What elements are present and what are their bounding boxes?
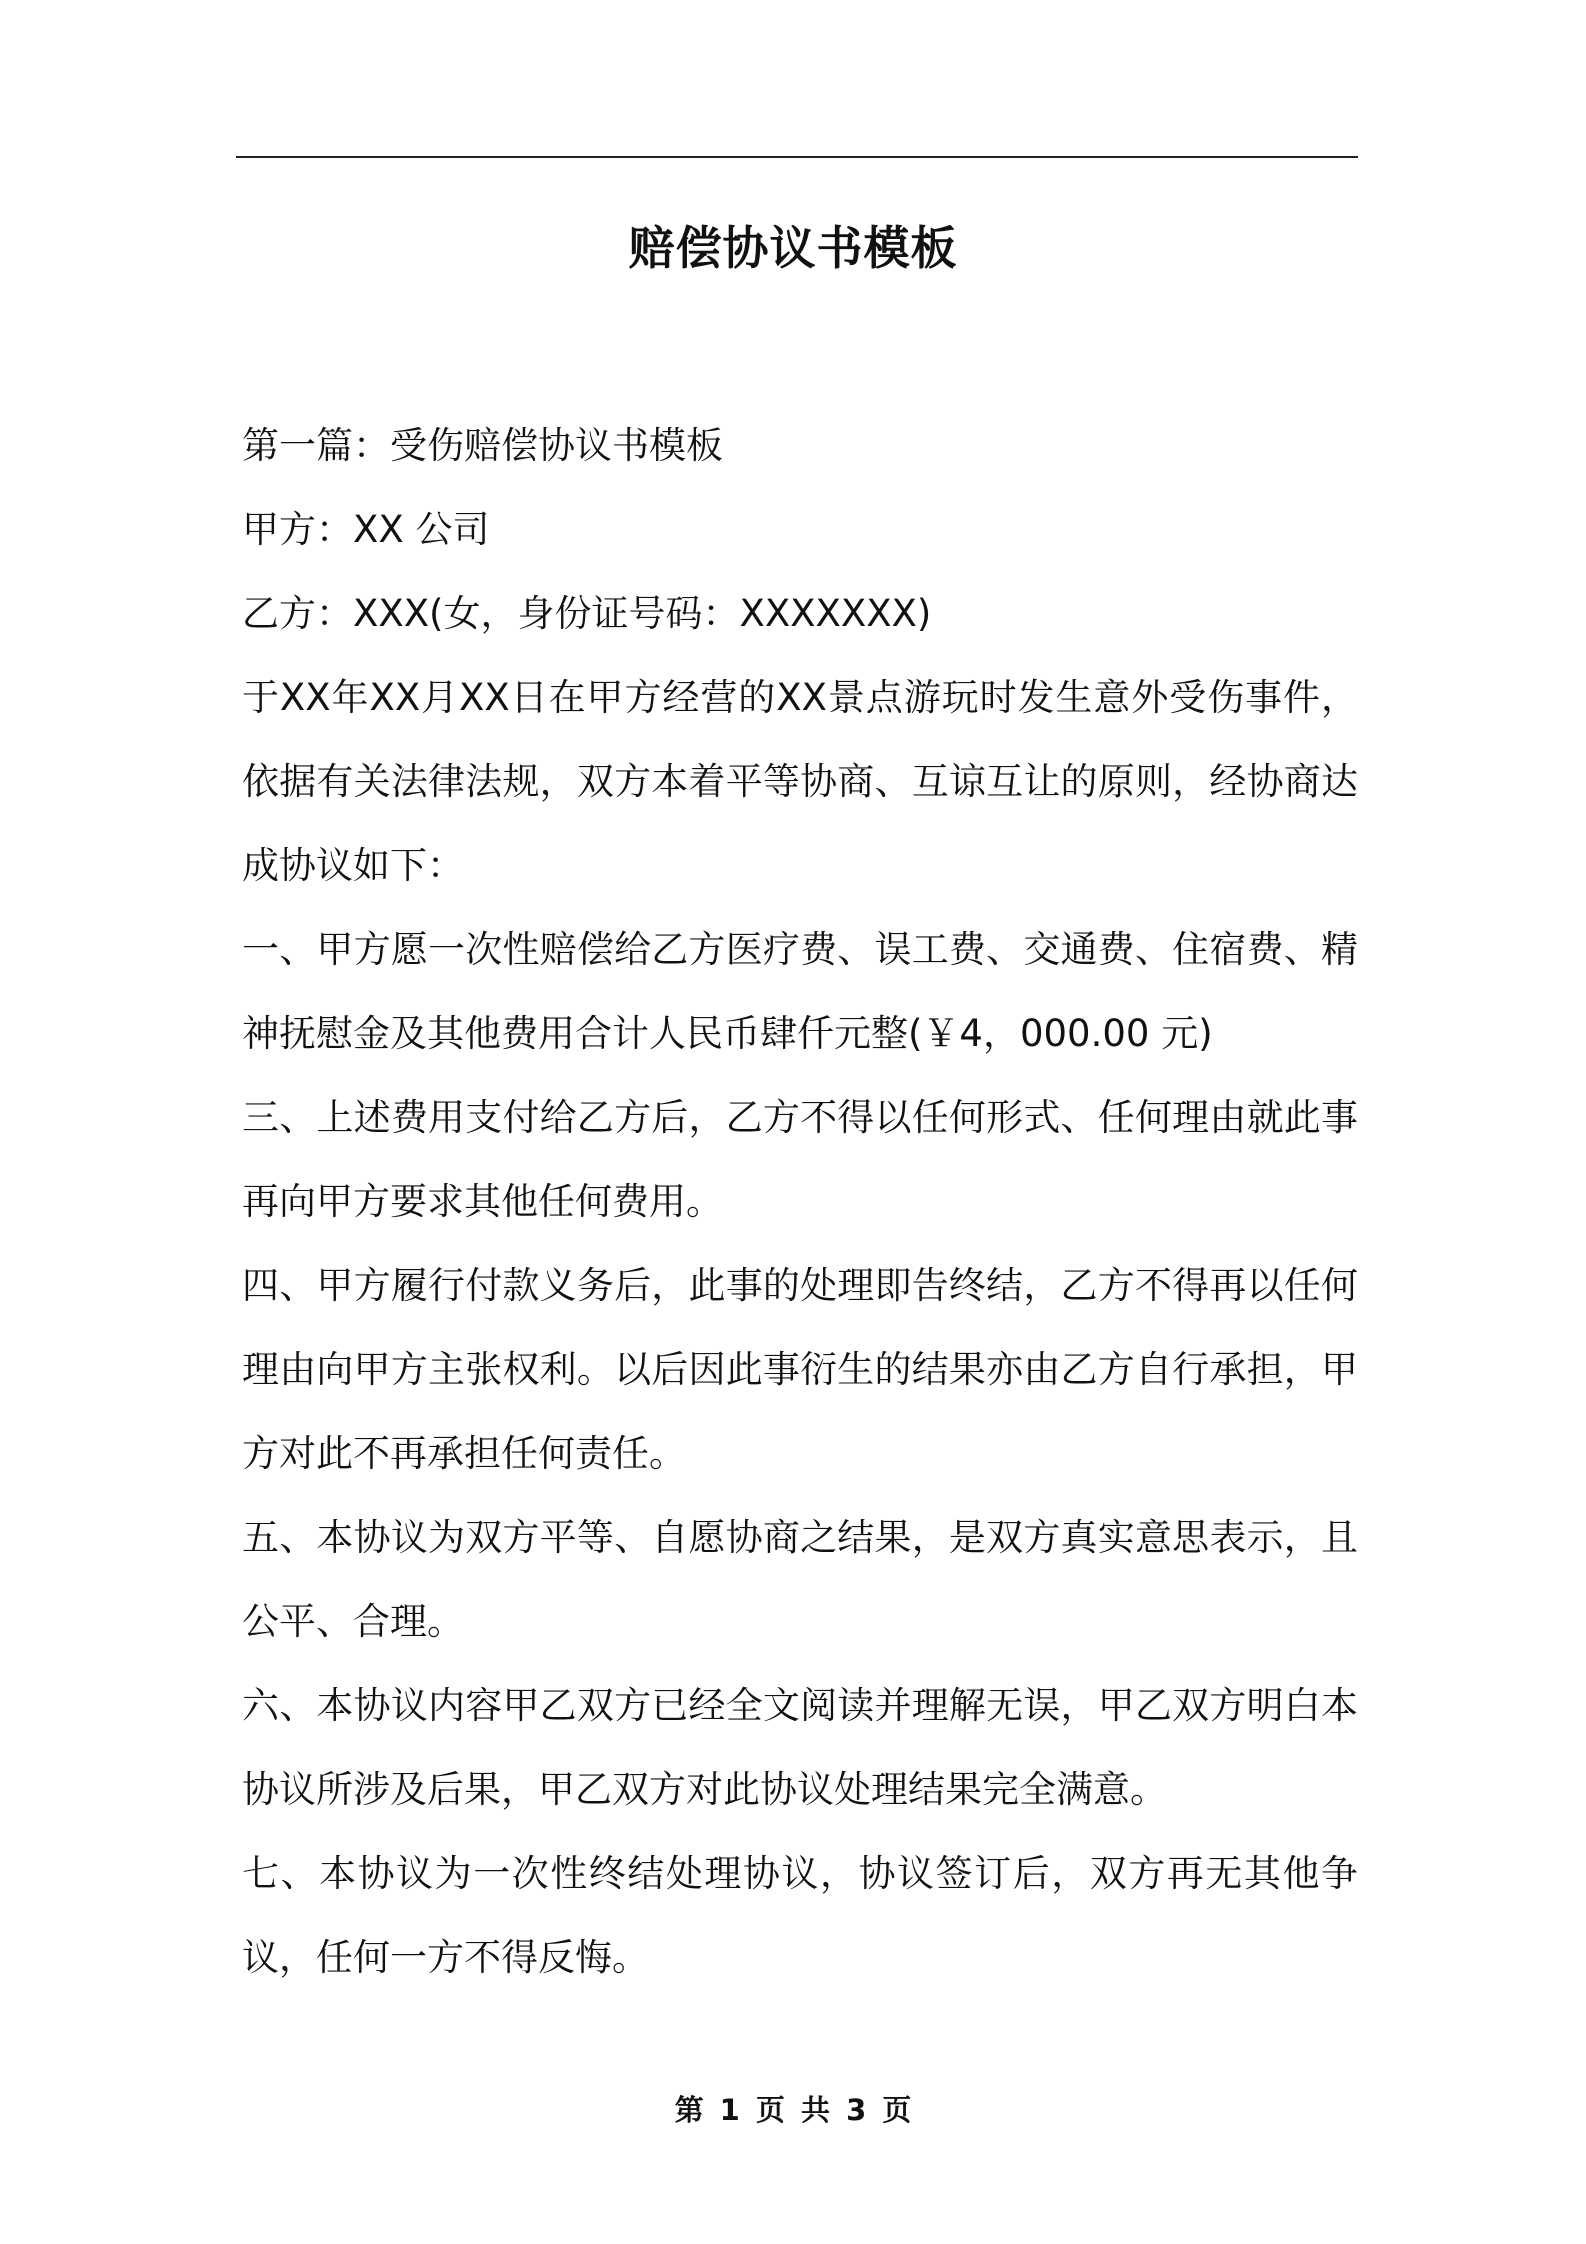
party-b-line: 乙方：XXX(女，身份证号码：XXXXXXX) (242, 592, 932, 635)
clause-4: 四、甲方履行付款义务后，此事的处理即告终结，乙方不得再以任何理由向甲方主张权利。以后因此事衍生的结果亦由乙方自行承担，甲方对此不再承担任何责任。 (242, 1264, 1358, 1475)
clause-1: 一、甲方愿一次性赔偿给乙方医疗费、误工费、交通费、住宿费、精神抚慰金及其他费用合计人民币肆仟元整(￥4，000.00 元) (242, 928, 1358, 1055)
party-a-line: 甲方：XX 公司 (242, 508, 490, 551)
clause-3: 三、上述费用支付给乙方后，乙方不得以任何形式、任何理由就此事再向甲方要求其他任何费用。 (242, 1096, 1358, 1223)
clause-5: 五、本协议为双方平等、自愿协商之结果，是双方真实意思表示，且公平、合理。 (242, 1516, 1358, 1643)
section-heading: 第一篇：受伤赔偿协议书模板 (242, 424, 723, 467)
clause-7: 七、本协议为一次性终结处理协议，协议签订后，双方再无其他争议，任何一方不得反悔。 (242, 1852, 1358, 1979)
page-number-footer: 第 1 页 共 3 页 (674, 2093, 912, 2127)
document-body (242, 404, 1358, 2000)
clause-6: 六、本协议内容甲乙双方已经全文阅读并理解无误，甲乙双方明白本协议所涉及后果，甲乙双方对此协议处理结果完全满意。 (242, 1684, 1358, 1811)
document-title: 赔偿协议书模板 (628, 221, 958, 275)
preamble-paragraph: 于XX年XX月XX日在甲方经营的XX景点游玩时发生意外受伤事件，依据有关法律法规，双方本着平等协商、互谅互让的原则，经协商达成协议如下： (242, 676, 1358, 887)
header-rule (236, 156, 1358, 158)
